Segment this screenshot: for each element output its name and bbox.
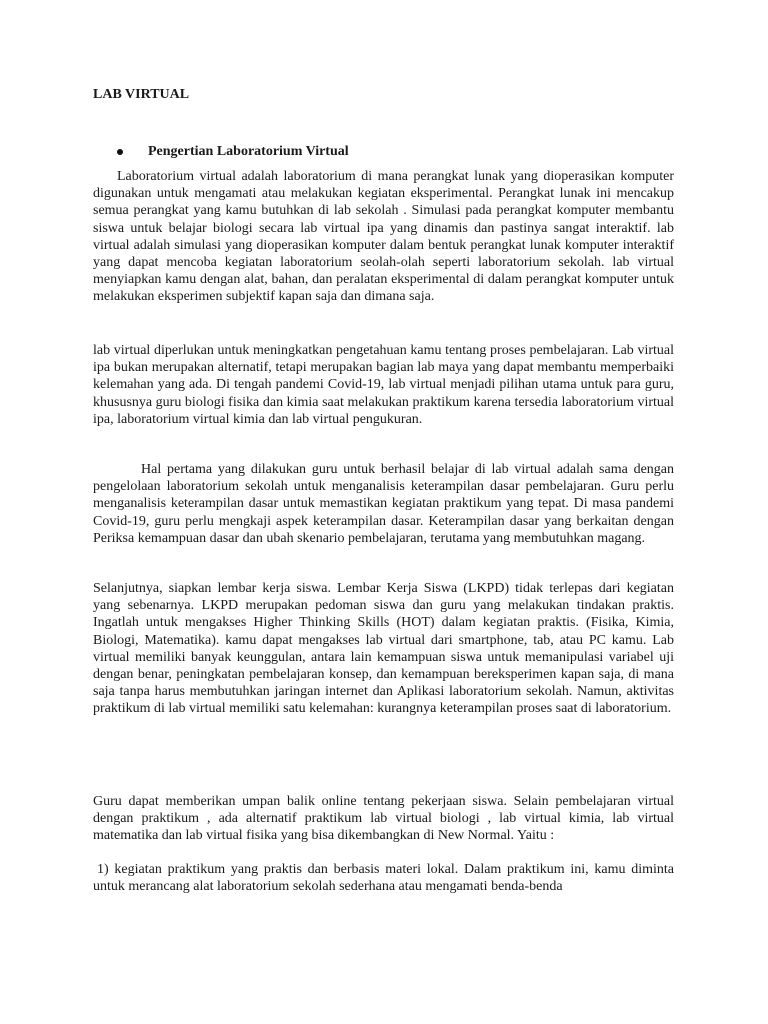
paragraph-first-step: Hal pertama yang dilakukan guru untuk berhasil belajar di lab virtual adalah sama dengan pengelolaan laboratorium sekolah untuk menganalisis keterampilan dasar pembelajaran. Guru perlu menganalisis keterampilan dasar untuk memastikan kegiatan praktikum yang tepat. Di masa pandemi Covid-19, guru perlu mengkaji aspek keterampilan dasar. Keterampilan dasar yang berkaitan dengan Periksa kemampuan dasar dan ubah skenario pembelajaran, terutama yang membutuhkan magang. <box>93 462 674 546</box>
paragraph-worksheet: Selanjutnya, siapkan lembar kerja siswa. Lembar Kerja Siswa (LKPD) tidak terlepas dari kegiatan yang sebenarnya. LKPD merupakan pedoman siswa dan guru yang melakukan tindakan praktis. Ingatlah untuk mengakses Higher Thinking Skills (HOT) dalam kegiatan praktis. (Fisika, Kimia, Biologi, Matematika). kamu dapat mengakses lab virtual dari smartphone, tab, atau PC kamu. Lab virtual memiliki banyak keunggulan, antara lain kemampuan siswa untuk memanipulasi variabel uji dengan benar, peningkatan pembelajaran konsep, dan kemampuan bereksperimen kapan saja, di mana saja tanpa harus membutuhkan jaringan internet dan Aplikasi laboratorium sekolah. Namun, aktivitas praktikum di lab virtual memiliki satu kelemahan: kurangnya keterampilan proses saat di laboratorium. <box>93 581 674 717</box>
section-heading-row <box>93 144 349 160</box>
section-heading: Pengertian Laboratorium Virtual <box>148 144 349 159</box>
paragraph-feedback: Guru dapat memberikan umpan balik online tentang pekerjaan siswa. Selain pembelajaran virtual dengan praktikum , ada alternatif praktikum lab virtual biologi , lab virtual kimia, lab virtual matematika dan lab virtual fisika yang bisa dikembangkan di New Normal. Yaitu : <box>93 794 674 844</box>
paragraph-definition: Laboratorium virtual adalah laboratorium di mana perangkat lunak yang dioperasikan komputer digunakan untuk mengamati atau melakukan kegiatan eksperimental. Perangkat lunak ini mencakup semua perangkat yang kamu butuhkan di lab sekolah . Simulasi pada perangkat komputer membantu siswa untuk belajar biologi secara lab virtual ipa yang dinamis dan pastinya sangat interaktif. lab virtual adalah simulasi yang dioperasikan komputer dalam bentuk perangkat lunak komputer interaktif yang dapat mencoba kegiatan laboratorium seolah-olah seperti laboratorium sekolah. lab virtual menyiapkan kamu dengan alat, bahan, dan peralatan eksperimental di dalam perangkat komputer untuk melakukan eksperimen subjektif kapan saja dan dimana saja. <box>93 169 674 305</box>
bullet-icon <box>117 149 123 155</box>
document-title: LAB VIRTUAL <box>93 87 190 102</box>
paragraph-list-item-1: 1) kegiatan praktikum yang praktis dan berbasis materi lokal. Dalam praktikum ini, kamu diminta untuk merancang alat laboratorium sekolah sederhana atau mengamati benda-benda <box>93 862 674 895</box>
paragraph-need: lab virtual diperlukan untuk meningkatkan pengetahuan kamu tentang proses pembelajaran. Lab virtual ipa bukan merupakan alternatif, tetapi merupakan bagian lab maya yang dapat membantu memperbaiki kelemahan yang ada. Di tengah pandemi Covid-19, lab virtual menjadi pilihan utama untuk para guru, khususnya guru biologi fisika dan kimia saat melakukan praktikum karena tersedia laboratorium virtual ipa, laboratorium virtual kimia dan lab virtual pengukuran. <box>93 343 674 427</box>
